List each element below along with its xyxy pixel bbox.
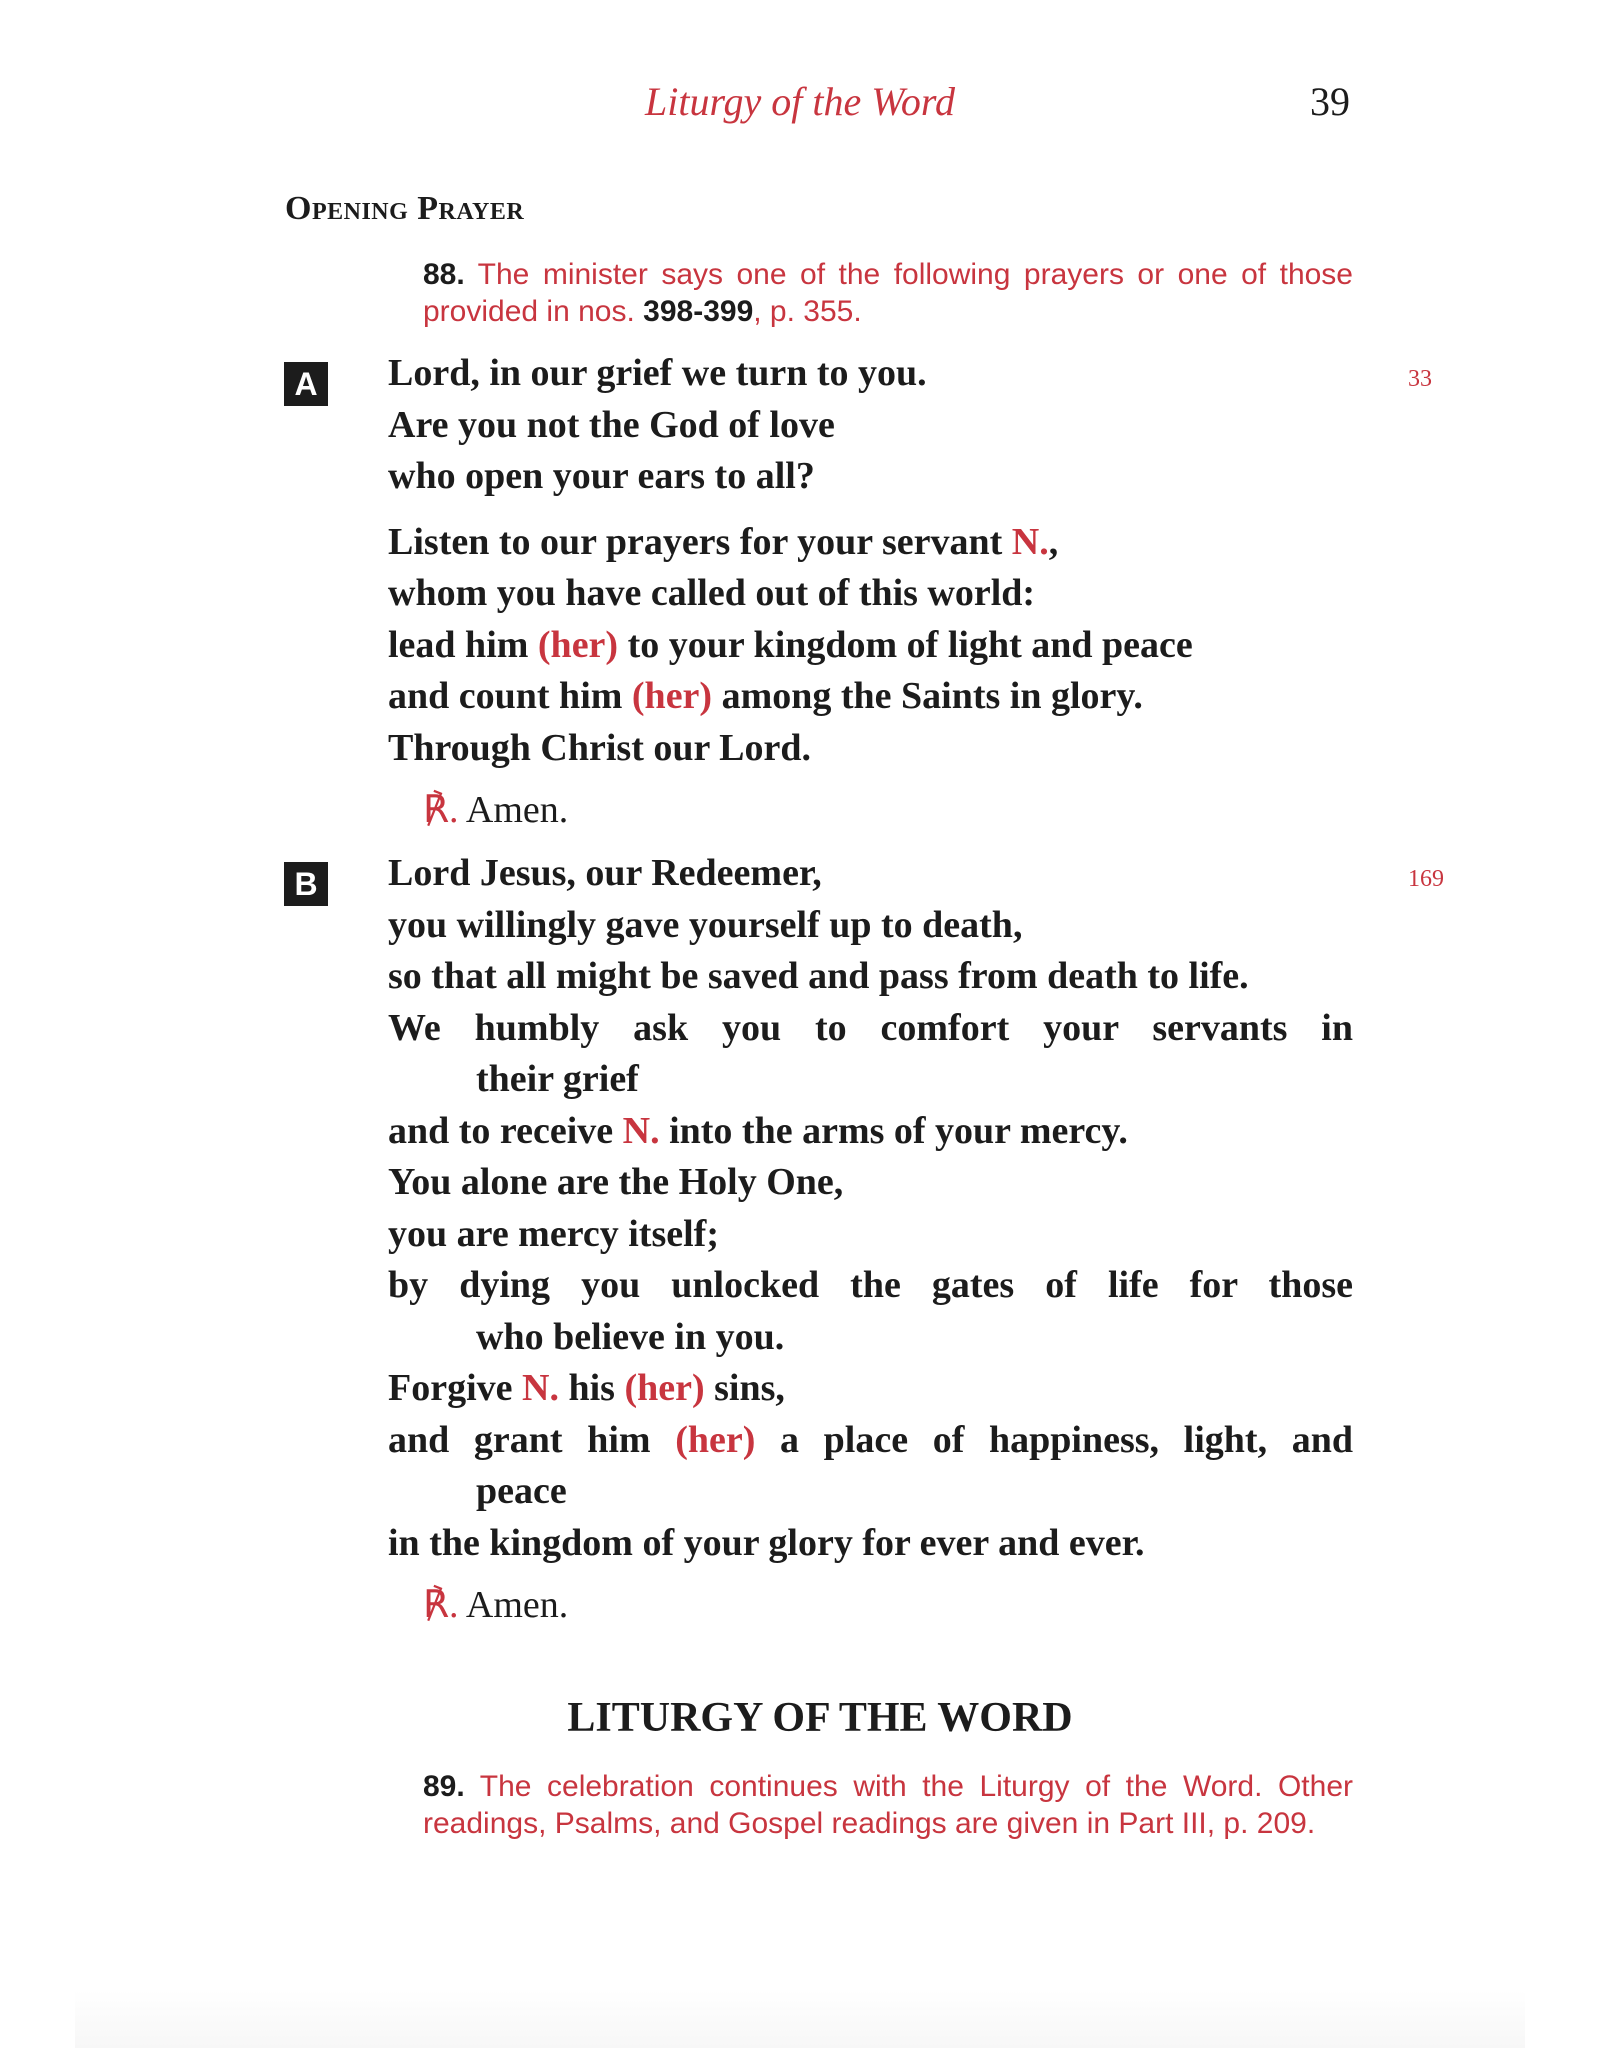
prayer-a xyxy=(388,348,1353,774)
option-b-marker: B xyxy=(284,862,328,906)
rubric-text: The celebration continues with the Liturgy of the Word. Other readings, Psalms, and Gospel readings are given in Part III, p. 209. xyxy=(423,1770,1354,1840)
prayer-line: you willingly gave yourself up to death, xyxy=(388,903,1023,946)
prayer-line: who open your ears to all? xyxy=(388,455,815,497)
response-text: Amen. xyxy=(458,789,569,831)
rubric-88 xyxy=(423,256,1353,330)
prayer-line: in the kingdom of your glory for ever and ever. xyxy=(388,1521,1145,1564)
pronoun-alt: (her) xyxy=(631,675,713,717)
pronoun-alt: (her) xyxy=(675,1418,756,1461)
page-bottom-shadow xyxy=(75,1990,1525,2048)
prayer-line-continuation: who believe in you. xyxy=(476,1315,785,1358)
prayer-line: so that all might be saved and pass from death to life. xyxy=(388,955,1249,997)
prayer-line: We humbly ask you to comfort your servants in xyxy=(388,1006,1353,1049)
prayer-line: lead him (her) to your kingdom of light and peace xyxy=(388,623,1193,666)
pronoun-alt: (her) xyxy=(624,1367,705,1409)
prayer-line: Forgive N. his (her) sins, xyxy=(388,1367,785,1409)
liturgy-of-word-heading: LITURGY OF THE WORD xyxy=(567,1695,1073,1741)
page-number: 39 xyxy=(1310,79,1350,124)
rubric-89 xyxy=(423,1768,1353,1842)
prayer-b xyxy=(388,848,1353,1569)
prayer-line: Through Christ our Lord. xyxy=(388,726,812,769)
prayer-line: and to receive N. into the arms of your mercy. xyxy=(388,1109,1128,1152)
response-amen-a xyxy=(423,785,568,836)
prayer-line: You alone are the Holy One, xyxy=(388,1161,844,1203)
prayer-line: Are you not the God of love xyxy=(388,403,835,446)
running-head-title: Liturgy of the Word xyxy=(644,79,956,124)
option-b-margin-ref: 169 xyxy=(1408,866,1444,892)
name-placeholder: N. xyxy=(622,1109,660,1152)
prayer-line-continuation: their grief xyxy=(476,1058,639,1100)
option-a-marker: A xyxy=(284,362,328,406)
prayer-line: Lord, in our grief we turn to you. xyxy=(388,352,927,394)
prayer-line: Lord Jesus, our Redeemer, xyxy=(388,852,822,894)
rubric-number: 89. xyxy=(423,1770,465,1803)
response-text: Amen. xyxy=(458,1584,569,1626)
prayer-line: and grant him (her) a place of happiness, light, and xyxy=(388,1418,1353,1461)
response-amen-b xyxy=(423,1580,568,1631)
prayer-line: by dying you unlocked the gates of life for those xyxy=(388,1264,1353,1306)
rubric-text-after: , p. 355. xyxy=(753,295,862,328)
option-a-margin-ref: 33 xyxy=(1408,366,1432,392)
response-symbol: ℟. xyxy=(423,1584,459,1626)
rubric-ref: 398-399 xyxy=(643,295,754,328)
name-placeholder: N. xyxy=(522,1367,559,1409)
prayer-line: Listen to our prayers for your servant N., xyxy=(388,520,1059,563)
prayer-line-continuation: peace xyxy=(476,1470,567,1512)
prayer-line: whom you have called out of this world: xyxy=(388,572,1036,614)
name-placeholder: N. xyxy=(1011,520,1049,563)
prayer-line: and count him (her) among the Saints in glory. xyxy=(388,675,1143,717)
response-symbol: ℟. xyxy=(423,789,459,831)
rubric-text: The minister says one of the following prayers or one of those provided in nos. xyxy=(423,258,1353,328)
opening-prayer-heading: Opening Prayer xyxy=(285,190,525,227)
prayer-line: you are mercy itself; xyxy=(388,1212,719,1255)
rubric-number: 88. xyxy=(423,258,465,291)
pronoun-alt: (her) xyxy=(537,623,619,666)
